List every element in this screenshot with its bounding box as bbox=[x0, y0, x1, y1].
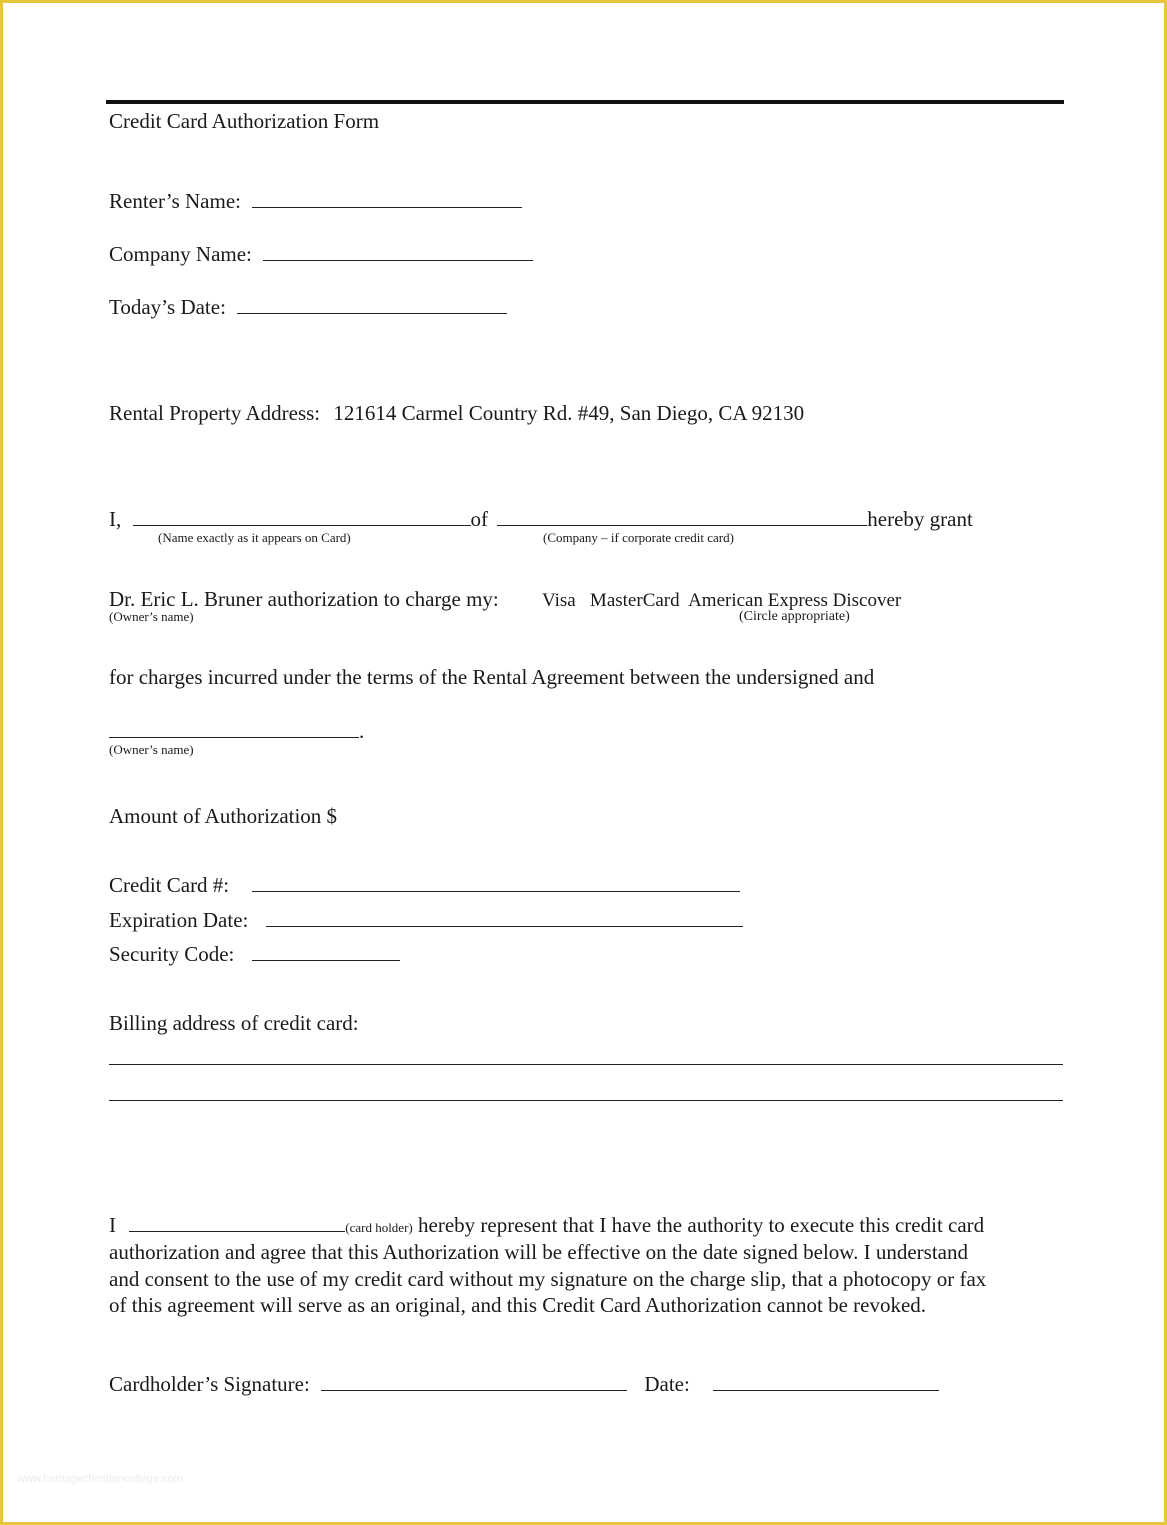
grant-i-text: I, bbox=[109, 507, 122, 531]
property-address-row bbox=[109, 403, 804, 424]
security-code-row bbox=[109, 944, 400, 965]
renter-name-field[interactable] bbox=[252, 206, 522, 208]
expiration-date-field[interactable] bbox=[266, 925, 743, 927]
circle-caption: (Circle appropriate) bbox=[739, 609, 850, 624]
representation-text-3: and consent to the use of my credit card without my signature on the charge slip, that a photocopy or fax bbox=[109, 1267, 987, 1291]
security-code-field[interactable] bbox=[252, 959, 400, 961]
owner-authorization-text: Dr. Eric L. Bruner authorization to charge my: bbox=[109, 587, 499, 611]
todays-date-row bbox=[109, 297, 507, 318]
todays-date-field[interactable] bbox=[237, 312, 507, 314]
credit-card-number-field[interactable] bbox=[252, 890, 740, 892]
signature-date-label: Date: bbox=[644, 1372, 690, 1396]
security-code-label: Security Code: bbox=[109, 942, 235, 966]
card-holder-field[interactable] bbox=[129, 1230, 345, 1232]
renter-name-label: Renter’s Name: bbox=[109, 189, 241, 213]
credit-card-number-label: Credit Card #: bbox=[109, 873, 230, 897]
company-name-row bbox=[109, 244, 533, 265]
grant-of-text: of bbox=[470, 507, 488, 531]
credit-card-number-row bbox=[109, 875, 740, 896]
corporate-company-field[interactable] bbox=[497, 524, 867, 526]
representation-line-1 bbox=[109, 1215, 984, 1236]
title-rule bbox=[106, 100, 1064, 104]
card-type-options[interactable]: Visa MasterCard American Express Discover bbox=[542, 590, 902, 611]
expiration-date-row bbox=[109, 910, 743, 931]
representation-text-4: of this agreement will serve as an original, and this Credit Card Authorization cannot be revoked. bbox=[109, 1293, 927, 1317]
company-caption: (Company – if corporate credit card) bbox=[543, 530, 734, 545]
signature-row bbox=[109, 1374, 939, 1395]
form-title: Credit Card Authorization Form bbox=[109, 109, 380, 133]
grant-hereby-text: hereby grant bbox=[867, 507, 973, 531]
watermark-text: www.heritagechristiancollege.com bbox=[17, 1473, 183, 1485]
renter-name-row bbox=[109, 191, 522, 212]
representation-text-2: authorization and agree that this Authorization will be effective on the date signed below. I understand bbox=[109, 1240, 968, 1264]
charges-text: for charges incurred under the terms of the Rental Agreement between the undersigned and bbox=[109, 665, 875, 689]
property-address-value: 121614 Carmel Country Rd. #49, San Diego, CA 92130 bbox=[333, 401, 805, 425]
owner-caption: (Owner’s name) bbox=[109, 609, 194, 624]
representation-i: I bbox=[109, 1213, 116, 1237]
billing-address-line-2[interactable] bbox=[109, 1100, 1063, 1101]
signature-date-field[interactable] bbox=[713, 1389, 939, 1391]
owner-name-period: . bbox=[359, 719, 365, 743]
representation-text-1: hereby represent that I have the authority to execute this credit card bbox=[418, 1213, 985, 1237]
todays-date-label: Today’s Date: bbox=[109, 295, 226, 319]
billing-address-line-1[interactable] bbox=[109, 1064, 1063, 1065]
cardholder-name-field[interactable] bbox=[133, 524, 471, 526]
company-name-label: Company Name: bbox=[109, 242, 252, 266]
property-address-label: Rental Property Address: bbox=[109, 401, 321, 425]
signature-label: Cardholder’s Signature: bbox=[109, 1372, 310, 1396]
name-caption: (Name exactly as it appears on Card) bbox=[158, 530, 351, 545]
billing-address-label: Billing address of credit card: bbox=[109, 1011, 359, 1035]
grant-row bbox=[109, 509, 973, 530]
owner-name-row bbox=[109, 721, 364, 742]
amount-authorization-label: Amount of Authorization $ bbox=[109, 804, 338, 828]
company-name-field[interactable] bbox=[263, 259, 533, 261]
card-holder-caption: (card holder) bbox=[345, 1220, 413, 1235]
expiration-date-label: Expiration Date: bbox=[109, 908, 249, 932]
owner-caption-2: (Owner’s name) bbox=[109, 742, 194, 757]
signature-field[interactable] bbox=[321, 1389, 627, 1391]
owner-name-field[interactable] bbox=[109, 736, 359, 738]
